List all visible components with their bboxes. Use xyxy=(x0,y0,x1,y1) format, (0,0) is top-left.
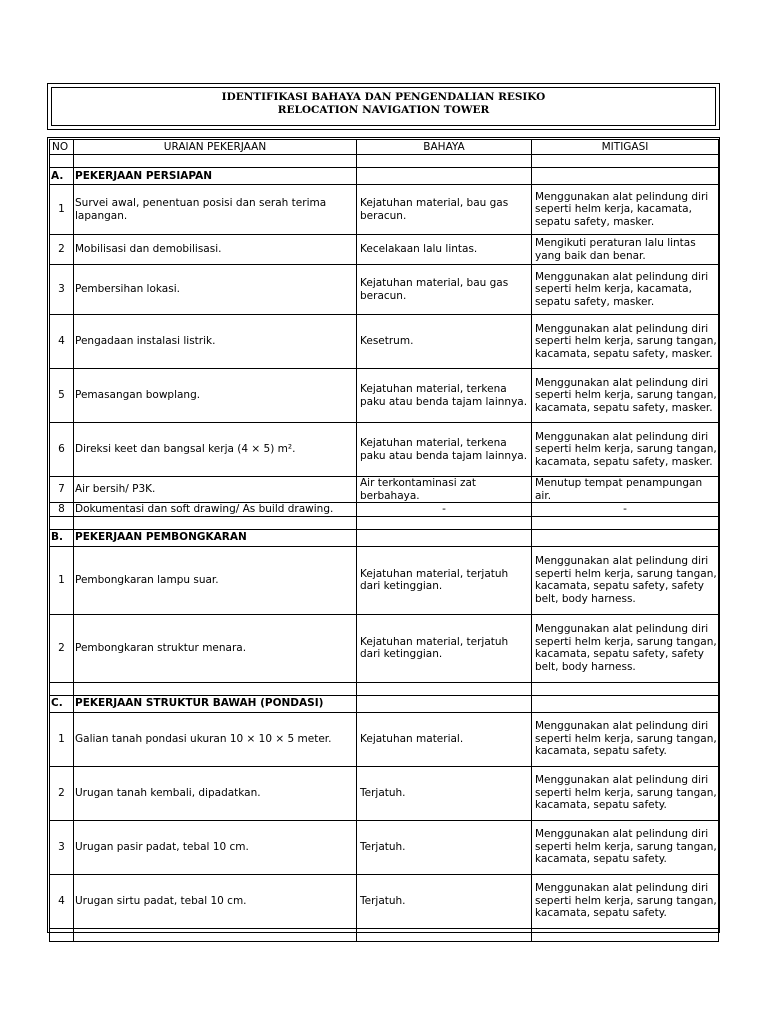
row-bahaya: Kesetrum. xyxy=(357,315,532,369)
row-mitigasi: - xyxy=(532,503,719,517)
table-row xyxy=(50,712,719,766)
section-empty xyxy=(532,168,719,185)
section-title: PEKERJAAN PERSIAPAN xyxy=(74,168,357,185)
row-uraian: Direksi keet dan bangsal kerja (4 × 5) m². xyxy=(74,423,357,477)
table-row xyxy=(50,423,719,477)
row-uraian: Dokumentasi dan soft drawing/ As build drawing. xyxy=(74,503,357,517)
row-mitigasi: Menggunakan alat pelindung diri seperti helm kerja, sarung tangan, kacamata, sepatu safety, safety belt, body harness. xyxy=(532,546,719,614)
spacer-cell xyxy=(50,155,74,168)
document-subtitle: RELOCATION NAVIGATION TOWER xyxy=(277,104,490,116)
spacer-cell xyxy=(357,682,532,695)
row-uraian: Urugan pasir padat, tebal 10 cm. xyxy=(74,820,357,874)
hazard-table xyxy=(49,139,719,942)
row-number: 6 xyxy=(50,423,74,477)
section-empty xyxy=(532,695,719,712)
spacer-row xyxy=(50,682,719,695)
spacer-row xyxy=(50,516,719,529)
section-title: PEKERJAAN STRUKTUR BAWAH (PONDASI) xyxy=(74,695,357,712)
spacer-cell xyxy=(74,928,357,941)
section-code: B. xyxy=(50,529,74,546)
row-mitigasi: Menggunakan alat pelindung diri seperti helm kerja, kacamata, sepatu safety, masker. xyxy=(532,265,719,315)
spacer-cell xyxy=(357,928,532,941)
row-number: 1 xyxy=(50,185,74,235)
row-number: 7 xyxy=(50,477,74,503)
spacer-cell xyxy=(357,516,532,529)
section-code: C. xyxy=(50,695,74,712)
section-empty xyxy=(357,695,532,712)
row-mitigasi: Menggunakan alat pelindung diri seperti helm kerja, sarung tangan, kacamata, sepatu safety. xyxy=(532,712,719,766)
spacer-cell xyxy=(74,682,357,695)
section-code: A. xyxy=(50,168,74,185)
header-row xyxy=(50,140,719,155)
spacer-cell xyxy=(74,516,357,529)
row-bahaya: Kejatuhan material, terkena paku atau benda tajam lainnya. xyxy=(357,369,532,423)
spacer-row xyxy=(50,928,719,941)
spacer-cell xyxy=(50,516,74,529)
table-row xyxy=(50,265,719,315)
row-mitigasi: Menggunakan alat pelindung diri seperti helm kerja, sarung tangan, kacamata, sepatu safety. xyxy=(532,874,719,928)
row-mitigasi: Menggunakan alat pelindung diri seperti helm kerja, sarung tangan, kacamata, sepatu safety, masker. xyxy=(532,423,719,477)
section-empty xyxy=(357,529,532,546)
table-row xyxy=(50,614,719,682)
section-row xyxy=(50,168,719,185)
row-bahaya: Kecelakaan lalu lintas. xyxy=(357,235,532,265)
table-row xyxy=(50,766,719,820)
row-mitigasi: Menggunakan alat pelindung diri seperti helm kerja, sarung tangan, kacamata, sepatu safety. xyxy=(532,766,719,820)
row-bahaya: Kejatuhan material, terjatuh dari ketinggian. xyxy=(357,614,532,682)
row-uraian: Pengadaan instalasi listrik. xyxy=(74,315,357,369)
row-mitigasi: Menggunakan alat pelindung diri seperti helm kerja, kacamata, sepatu safety, masker. xyxy=(532,185,719,235)
row-bahaya: Kejatuhan material, bau gas beracun. xyxy=(357,185,532,235)
header-bahaya: BAHAYA xyxy=(357,140,532,155)
row-number: 3 xyxy=(50,265,74,315)
row-number: 1 xyxy=(50,546,74,614)
row-bahaya: Terjatuh. xyxy=(357,820,532,874)
spacer-cell xyxy=(74,155,357,168)
header-uraian: URAIAN PEKERJAAN xyxy=(74,140,357,155)
row-bahaya: Kejatuhan material, bau gas beracun. xyxy=(357,265,532,315)
row-mitigasi: Mengikuti peraturan lalu lintas yang baik dan benar. xyxy=(532,235,719,265)
row-number: 3 xyxy=(50,820,74,874)
row-number: 2 xyxy=(50,766,74,820)
row-uraian: Urugan tanah kembali, dipadatkan. xyxy=(74,766,357,820)
header-no: NO xyxy=(50,140,74,155)
row-number: 1 xyxy=(50,712,74,766)
spacer-cell xyxy=(532,928,719,941)
spacer-cell xyxy=(532,516,719,529)
table-row xyxy=(50,820,719,874)
table-row xyxy=(50,503,719,517)
table-row xyxy=(50,477,719,503)
table-row xyxy=(50,369,719,423)
table-row xyxy=(50,315,719,369)
row-mitigasi: Menggunakan alat pelindung diri seperti helm kerja, sarung tangan, kacamata, sepatu safety, masker. xyxy=(532,369,719,423)
row-bahaya: Kejatuhan material, terkena paku atau benda tajam lainnya. xyxy=(357,423,532,477)
table-row xyxy=(50,546,719,614)
row-number: 8 xyxy=(50,503,74,517)
row-mitigasi: Menggunakan alat pelindung diri seperti helm kerja, sarung tangan, kacamata, sepatu safety, safety belt, body harness. xyxy=(532,614,719,682)
row-uraian: Air bersih/ P3K. xyxy=(74,477,357,503)
row-number: 2 xyxy=(50,235,74,265)
spacer-row xyxy=(50,155,719,168)
spacer-cell xyxy=(532,155,719,168)
document-title: IDENTIFIKASI BAHAYA DAN PENGENDALIAN RESIKO xyxy=(221,91,546,103)
row-number: 2 xyxy=(50,614,74,682)
section-empty xyxy=(357,168,532,185)
row-mitigasi: Menggunakan alat pelindung diri seperti helm kerja, sarung tangan, kacamata, sepatu safety. xyxy=(532,820,719,874)
table-row xyxy=(50,235,719,265)
row-uraian: Mobilisasi dan demobilisasi. xyxy=(74,235,357,265)
table-body xyxy=(50,155,719,942)
row-uraian: Pemasangan bowplang. xyxy=(74,369,357,423)
row-bahaya: Terjatuh. xyxy=(357,874,532,928)
row-uraian: Survei awal, penentuan posisi dan serah terima lapangan. xyxy=(74,185,357,235)
row-bahaya: Air terkontaminasi zat berbahaya. xyxy=(357,477,532,503)
spacer-cell xyxy=(50,682,74,695)
row-number: 5 xyxy=(50,369,74,423)
table-row xyxy=(50,185,719,235)
row-bahaya: Terjatuh. xyxy=(357,766,532,820)
section-empty xyxy=(532,529,719,546)
section-row xyxy=(50,695,719,712)
row-uraian: Pembersihan lokasi. xyxy=(74,265,357,315)
section-title: PEKERJAAN PEMBONGKARAN xyxy=(74,529,357,546)
row-bahaya: Kejatuhan material. xyxy=(357,712,532,766)
row-uraian: Pembongkaran struktur menara. xyxy=(74,614,357,682)
title-inner xyxy=(51,87,716,126)
row-bahaya: - xyxy=(357,503,532,517)
row-uraian: Galian tanah pondasi ukuran 10 × 10 × 5 meter. xyxy=(74,712,357,766)
header-mitigasi: MITIGASI xyxy=(532,140,719,155)
spacer-cell xyxy=(50,928,74,941)
title-box xyxy=(47,83,720,130)
row-number: 4 xyxy=(50,315,74,369)
row-uraian: Pembongkaran lampu suar. xyxy=(74,546,357,614)
row-mitigasi: Menutup tempat penampungan air. xyxy=(532,477,719,503)
spacer-cell xyxy=(357,155,532,168)
row-mitigasi: Menggunakan alat pelindung diri seperti helm kerja, sarung tangan, kacamata, sepatu safety, masker. xyxy=(532,315,719,369)
row-uraian: Urugan sirtu padat, tebal 10 cm. xyxy=(74,874,357,928)
row-number: 4 xyxy=(50,874,74,928)
table-row xyxy=(50,874,719,928)
section-row xyxy=(50,529,719,546)
row-bahaya: Kejatuhan material, terjatuh dari ketinggian. xyxy=(357,546,532,614)
spacer-cell xyxy=(532,682,719,695)
